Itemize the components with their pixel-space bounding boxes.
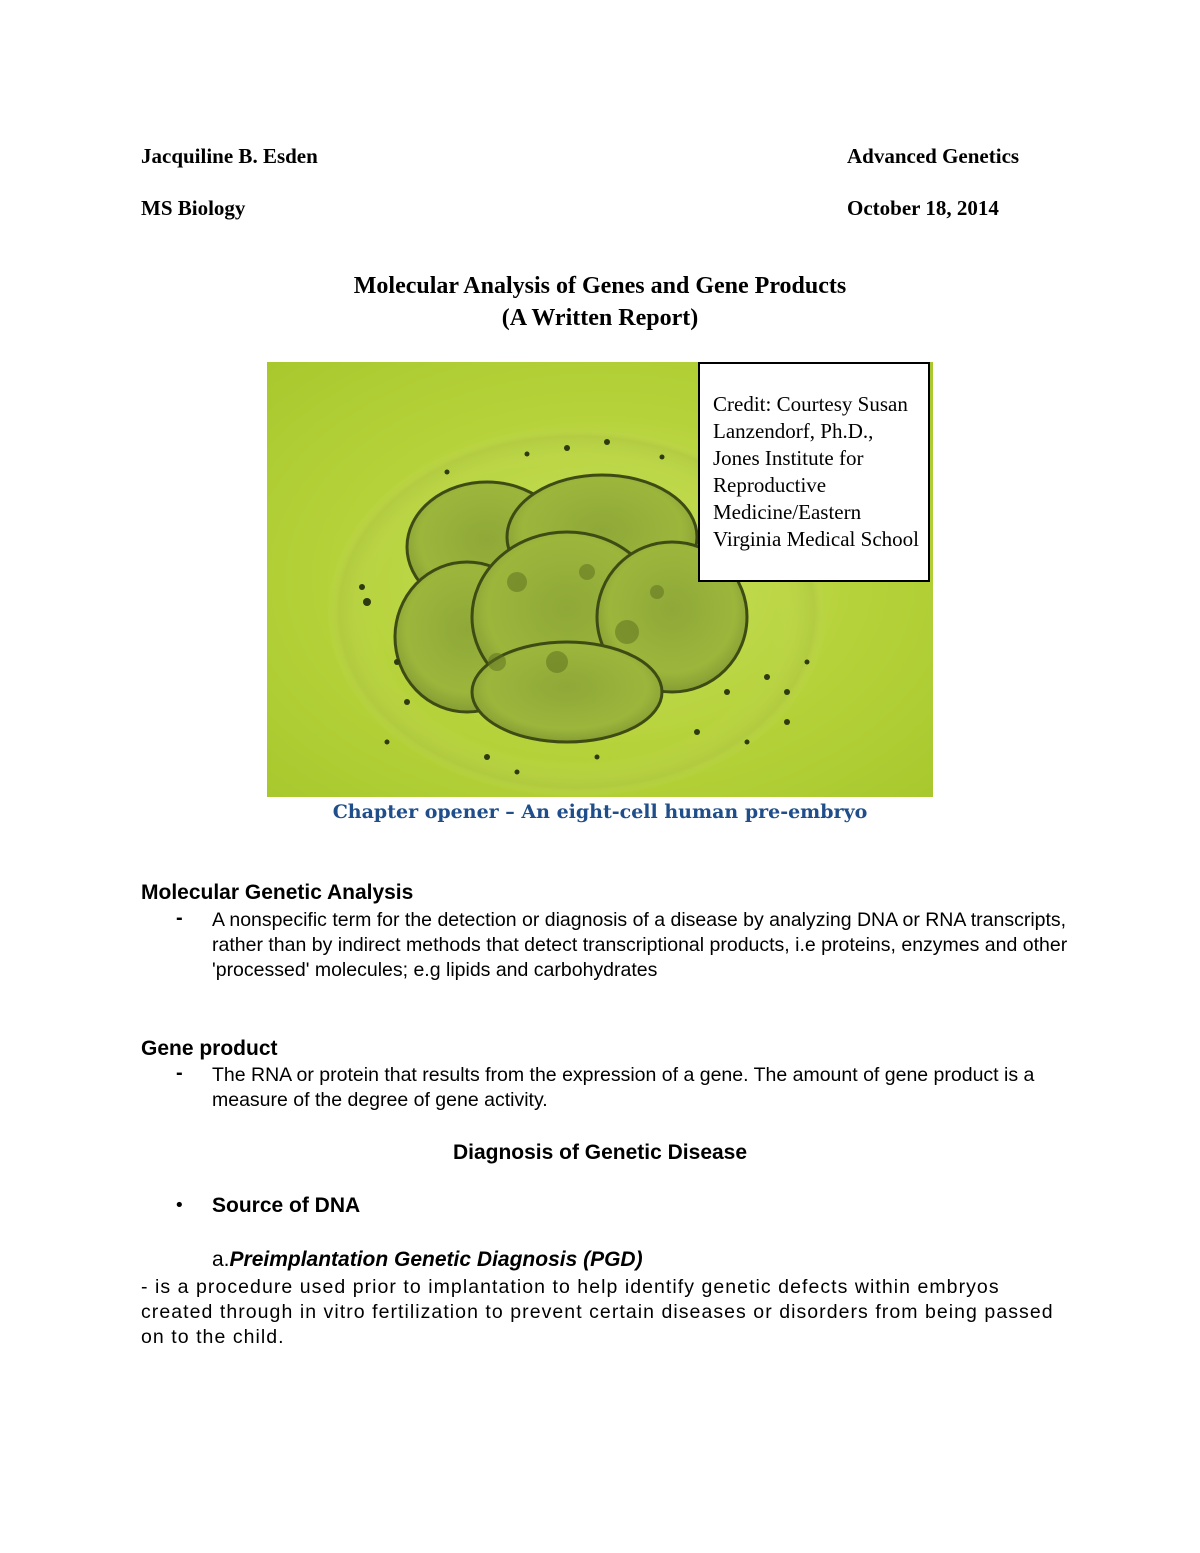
course-name: Advanced Genetics bbox=[847, 144, 1020, 168]
definition-gene-product: The RNA or protein that results from the expression of a gene. The amount of gene product is a measure of the degree of gene activity. bbox=[212, 1064, 1035, 1111]
pgd-heading bbox=[212, 1248, 643, 1272]
image-credit: Credit: Courtesy Susan Lanzendorf, Ph.D., Jones Institute for Reproductive Medicine/Eastern Virginia Medical School bbox=[713, 392, 919, 551]
definition-molecular-genetic-analysis: A nonspecific term for the detection or diagnosis of a disease by analyzing DNA or RNA transcripts, rather than by indirect methods that detect transcriptional products, i.e proteins, enzymes and other 'processed' molecules; e.g lipids and carbohydrates bbox=[212, 909, 1068, 981]
heading-molecular-genetic-analysis: Molecular Genetic Analysis bbox=[141, 881, 414, 904]
report-subtitle: (A Written Report) bbox=[501, 305, 699, 331]
image-credit-box bbox=[698, 362, 930, 582]
heading-gene-product: Gene product bbox=[141, 1037, 278, 1060]
heading-diagnosis-genetic-disease: Diagnosis of Genetic Disease bbox=[452, 1141, 748, 1164]
dash-bullet: - bbox=[176, 907, 183, 929]
figure-caption: Chapter opener – An eight-cell human pre-embryo bbox=[332, 801, 868, 823]
pgd-prefix: a. bbox=[212, 1248, 230, 1271]
dash-bullet: - bbox=[176, 1062, 183, 1084]
pgd-description: - is a procedure used prior to implantation to help identify genetic defects within embryos created through in vitro fertilization to prevent certain diseases or disorders from being passed on to the child. bbox=[141, 1276, 1054, 1348]
round-bullet: • bbox=[174, 1195, 185, 1216]
report-title: Molecular Analysis of Genes and Gene Products bbox=[353, 273, 847, 299]
subheading-source-of-dna: Source of DNA bbox=[212, 1194, 361, 1217]
report-date: October 18, 2014 bbox=[847, 196, 999, 220]
author-name: Jacquiline B. Esden bbox=[141, 144, 318, 168]
program-name: MS Biology bbox=[141, 196, 246, 220]
pgd-title: Preimplantation Genetic Diagnosis (PGD) bbox=[229, 1248, 643, 1271]
